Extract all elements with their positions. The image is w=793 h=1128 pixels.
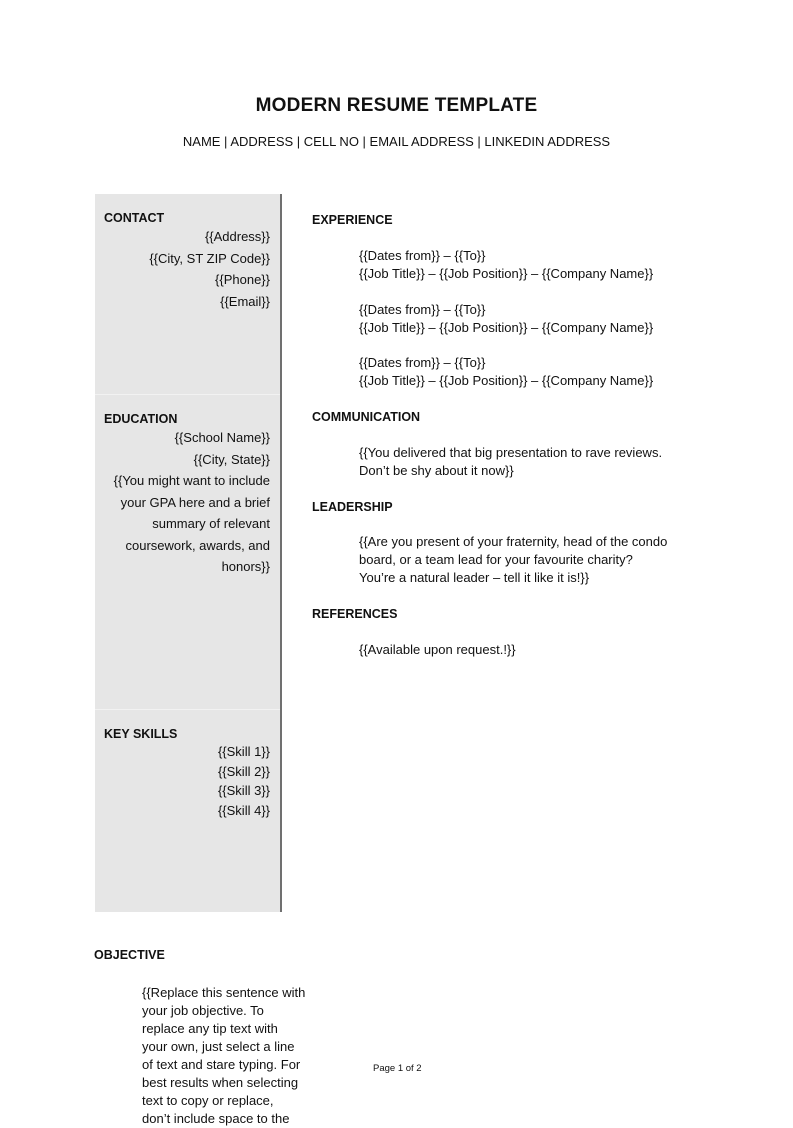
skill-item: {{Skill 2}} (217, 763, 270, 779)
document-title: MODERN RESUME TEMPLATE (255, 95, 538, 116)
experience-entry (359, 301, 653, 337)
objective-line: your own, just select a line (142, 1039, 295, 1054)
references-heading: REFERENCES (312, 607, 398, 621)
contact-section (95, 194, 280, 394)
contact-heading: CONTACT (104, 211, 165, 225)
education-heading: EDUCATION (104, 412, 178, 426)
experience-role: {{Job Title}} – {{Job Position}} – {{Company Name}} (359, 373, 654, 388)
education-note-line: summary of relevant (152, 516, 270, 531)
leadership-line: You’re a natural leader – tell it like it is!}} (359, 570, 590, 585)
objective-line: {{Replace this sentence with (142, 985, 306, 1000)
experience-dates: {{Dates from}} – {{To}} (359, 302, 486, 317)
communication-line: Don’t be shy about it now}} (359, 463, 514, 478)
communication-heading: COMMUNICATION (312, 410, 421, 424)
leadership-line: {{Are you present of your fraternity, head of the condo (359, 534, 668, 549)
skills-heading: KEY SKILLS (104, 727, 178, 741)
objective-line: text to copy or replace, (142, 1093, 274, 1108)
education-lines (95, 427, 270, 578)
education-note-line: {{You might want to include (113, 473, 270, 488)
contact-summary-line: NAME | ADDRESS | CELL NO | EMAIL ADDRESS | LINKEDIN ADDRESS (182, 134, 611, 149)
objective-line: of text and stare typing. For (142, 1057, 301, 1072)
contact-city: {{City, ST ZIP Code}} (149, 250, 270, 266)
communication-text (359, 444, 662, 480)
contact-lines (95, 226, 270, 312)
leadership-text (359, 533, 667, 587)
experience-dates: {{Dates from}} – {{To}} (359, 355, 486, 370)
experience-heading: EXPERIENCE (312, 213, 393, 227)
contact-email: {{Email}} (220, 293, 270, 309)
leadership-line: board, or a team lead for your favourite charity? (359, 552, 633, 567)
education-note-line: your GPA here and a brief (120, 494, 270, 510)
objective-line: your job objective. To (142, 1003, 264, 1018)
experience-entry (359, 247, 653, 283)
experience-entry (359, 354, 653, 390)
page-number: Page 1 of 2 (373, 1063, 422, 1074)
skill-item: {{Skill 1}} (217, 744, 270, 759)
skills-lines (95, 742, 270, 820)
education-section (95, 395, 280, 709)
objective-heading: OBJECTIVE (94, 948, 165, 962)
leadership-heading: LEADERSHIP (312, 500, 393, 514)
sidebar (95, 194, 282, 912)
objective-text (142, 984, 314, 1128)
skill-item: {{Skill 4}} (217, 802, 270, 818)
experience-dates: {{Dates from}} – {{To}} (359, 248, 486, 263)
contact-phone: {{Phone}} (215, 272, 270, 287)
education-school: {{School Name}} (174, 430, 270, 445)
experience-role: {{Job Title}} – {{Job Position}} – {{Company Name}} (359, 320, 654, 335)
experience-role: {{Job Title}} – {{Job Position}} – {{Company Name}} (359, 266, 654, 281)
education-note-line: coursework, awards, and (125, 537, 270, 553)
objective-line: don’t include space to the (142, 1111, 290, 1126)
references-text (359, 641, 516, 659)
education-city: {{City, State}} (193, 451, 270, 467)
references-line: {{Available upon request.!}} (359, 642, 516, 657)
skill-item: {{Skill 3}} (217, 783, 270, 798)
objective-line: best results when selecting (142, 1075, 299, 1090)
objective-line: replace any tip text with (142, 1021, 278, 1036)
contact-address: {{Address}} (204, 229, 270, 244)
skills-section (95, 710, 280, 912)
communication-line: {{You delivered that big presentation to rave reviews. (359, 445, 663, 460)
education-note-line: honors}} (221, 559, 270, 574)
